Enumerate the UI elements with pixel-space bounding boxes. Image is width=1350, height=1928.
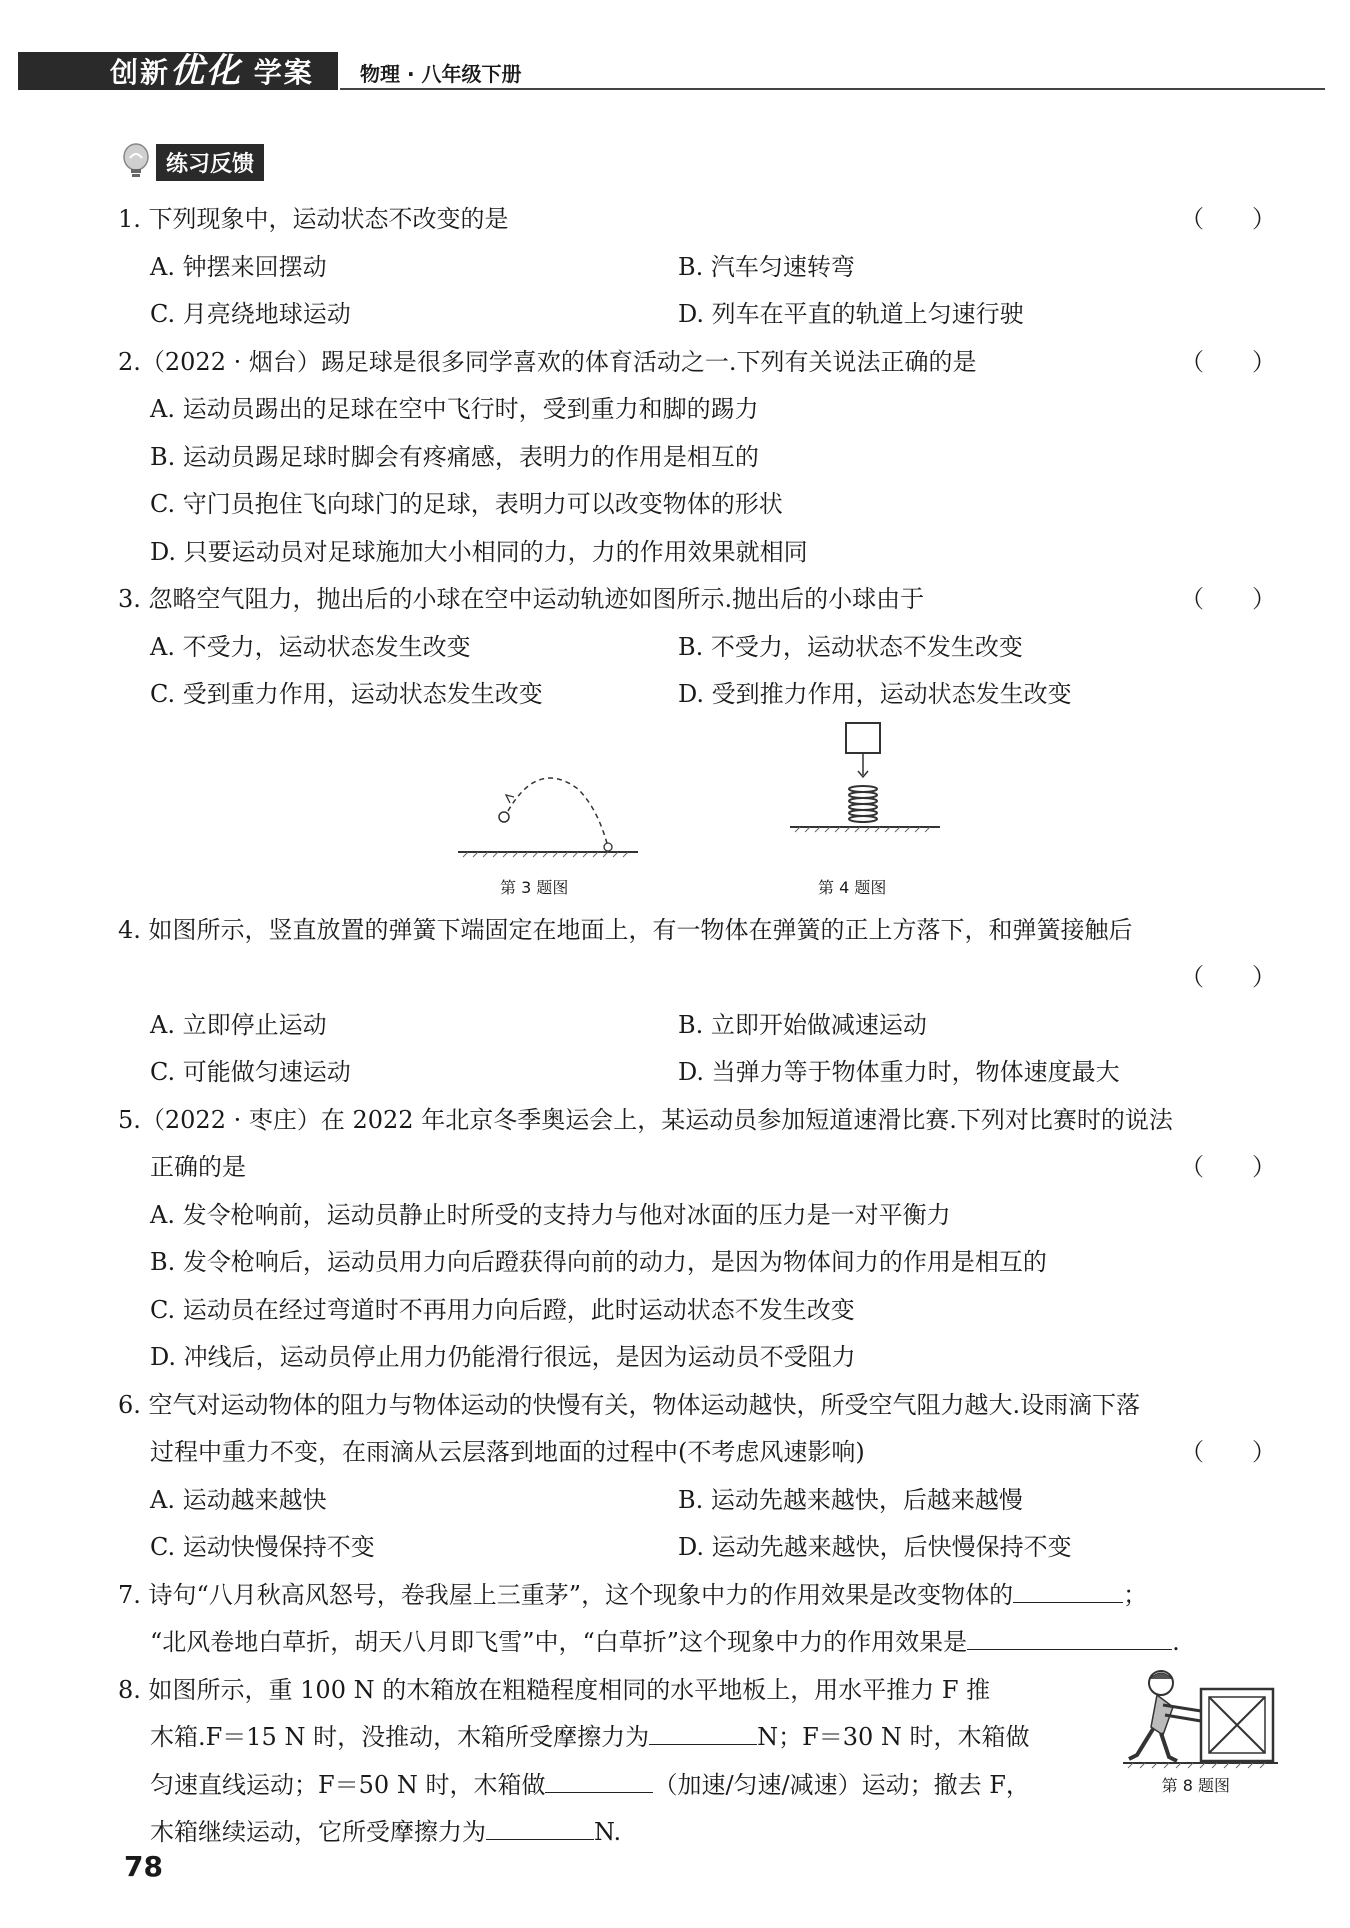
question-3-options-cd [118,671,1278,719]
answer-blank[interactable] [486,1810,594,1840]
q1-option-d: D. 列车在平直的轨道上匀速行驶 [678,300,1024,328]
q6-option-a: A. 运动越来越快 [150,1485,327,1514]
logo-text-d: 学案 [253,56,314,89]
q6-option-c: C. 运动快慢保持不变 [150,1533,375,1561]
question-4-paren-line [118,954,1278,1002]
q2-option-b: B. 运动员踢足球时脚会有疼痛感，表明力的作用是相互的 [150,442,759,471]
book-logo [110,52,314,90]
q3-option-b: B. 不受力，运动状态不发生改变 [678,632,1023,661]
question-5-stem: 5.（2022 · 枣庄）在 2022 年北京冬季奥运会上，某运动员参加短道速滑比赛.下列对比赛时的说法 [118,1105,1173,1134]
q6-option-b: B. 运动先越来越快，后越来越慢 [678,1485,1023,1514]
question-8-line-1: 8. 如图所示，重 100 N 的木箱放在粗糙程度相同的水平地板上，用水平推力 F 推 [118,1675,991,1704]
question-5-stem-cont: 正确的是 （ ） [118,1144,1278,1192]
question-6-stem-cont: 过程中重力不变，在雨滴从云层落到地面的过程中(不考虑风速影响) （ ） [118,1429,1278,1477]
question-7-line-1: 7. 诗句“八月秋高风怒号，卷我屋上三重茅”，这个现象中力的作用效果是改变物体的 ； [118,1572,1278,1620]
q4-option-a: A. 立即停止运动 [150,1010,327,1039]
q5-option-d: D. 冲线后，运动员停止用力仍能滑行很远，是因为运动员不受阻力 [150,1343,856,1371]
question-2-stem: 2.（2022 · 烟台）踢足球是很多同学喜欢的体育活动之一.下列有关说法正确的是 （ ） [118,339,1278,387]
header-divider [340,88,1325,90]
answer-blank[interactable] [967,1620,1172,1650]
figure-3-caption: 第 3 题图 [500,877,569,897]
question-3-stem: 3. 忽略空气阻力，抛出后的小球在空中运动轨迹如图所示.抛出后的小球由于 （ ） [118,576,1278,624]
logo-text-c: 化 [206,51,243,91]
q5-option-b: B. 发令枪响后，运动员用力向后蹬获得向前的动力，是因为物体间力的作用是相互的 [150,1248,1047,1276]
answer-blank[interactable] [1013,1573,1123,1603]
q3-option-a: A. 不受力，运动状态发生改变 [150,632,471,661]
question-1-options-cd [118,291,1278,339]
question-6-options-ab [118,1477,1278,1525]
q4-option-d: D. 当弹力等于物体重力时，物体速度最大 [678,1058,1120,1086]
answer-paren: （ ） [1180,1438,1276,1466]
q1-option-a: A. 钟摆来回摆动 [150,252,327,281]
answer-paren: （ ） [1180,347,1276,376]
page-number: 78 [124,1850,163,1883]
q1-option-b: B. 汽车匀速转弯 [678,252,855,281]
section-heading [120,142,264,182]
question-3-options-ab [118,624,1278,672]
q4-option-c: C. 可能做匀速运动 [150,1058,351,1086]
question-8-line-2: 木箱.F＝15 N 时，没推动，木箱所受摩擦力为 N；F＝30 N 时，木箱做 [118,1714,1278,1762]
q2-option-a: A. 运动员踢出的足球在空中飞行时，受到重力和脚的踢力 [150,395,759,423]
q3-option-d: D. 受到推力作用，运动状态发生改变 [678,680,1072,708]
q3-option-c: C. 受到重力作用，运动状态发生改变 [150,680,543,708]
section-label: 练习反馈 [156,144,264,181]
logo-text-a: 创新 [110,56,171,89]
question-7-line-2: “北风卷地白草折，胡天八月即飞雪”中，“白草折”这个现象中力的作用效果是 . [118,1619,1278,1667]
question-8-line-4: 木箱继续运动，它所受摩擦力为 N. [118,1809,1278,1857]
figure-4-caption: 第 4 题图 [818,877,887,897]
question-1-options-ab [118,244,1278,292]
answer-paren: （ ） [1180,963,1276,991]
question-8 [118,1667,1278,1857]
answer-paren: （ ） [1180,205,1276,233]
exercise-content [118,196,1278,1857]
spring-figure [790,719,940,879]
figure-row [118,719,1278,907]
question-8-line-3: 匀速直线运动；F＝50 N 时，木箱做 （加速/匀速/减速）运动；撤去 F， [118,1762,1278,1810]
subject-title: 物理 · 八年级下册 [360,62,522,86]
q4-option-b: B. 立即开始做减速运动 [678,1010,927,1039]
lightbulb-icon [120,142,152,182]
q2-option-d: D. 只要运动员对足球施加大小相同的力，力的作用效果就相同 [150,537,808,566]
q1-option-c: C. 月亮绕地球运动 [150,300,351,328]
question-4-options-ab [118,1002,1278,1050]
answer-paren: （ ） [1180,585,1276,613]
question-6-stem: 6. 空气对运动物体的阻力与物体运动的快慢有关，物体运动越快，所受空气阻力越大.设雨滴下落 [118,1390,1141,1419]
q5-option-a: A. 发令枪响前，运动员静止时所受的支持力与他对冰面的压力是一对平衡力 [150,1200,951,1229]
question-4-options-cd [118,1049,1278,1097]
question-6-options-cd [118,1524,1278,1572]
q5-option-c: C. 运动员在经过弯道时不再用力向后蹬，此时运动状态不发生改变 [150,1295,855,1324]
answer-paren: （ ） [1180,1153,1276,1181]
q6-option-d: D. 运动先越来越快，后快慢保持不变 [678,1533,1072,1561]
question-1-stem: 1. 下列现象中，运动状态不改变的是 （ ） [118,196,1278,244]
answer-blank[interactable] [545,1763,653,1793]
projectile-figure [458,739,638,879]
logo-text-b: 优 [170,51,207,91]
answer-blank[interactable] [649,1715,757,1745]
question-4-stem: 4. 如图所示，竖直放置的弹簧下端固定在地面上，有一物体在弹簧的正上方落下，和弹簧接触后 [118,915,1133,944]
figure-8-caption: 第 8 题图 [1161,1775,1230,1795]
q2-option-c: C. 守门员抱住飞向球门的足球，表明力可以改变物体的形状 [150,490,783,518]
